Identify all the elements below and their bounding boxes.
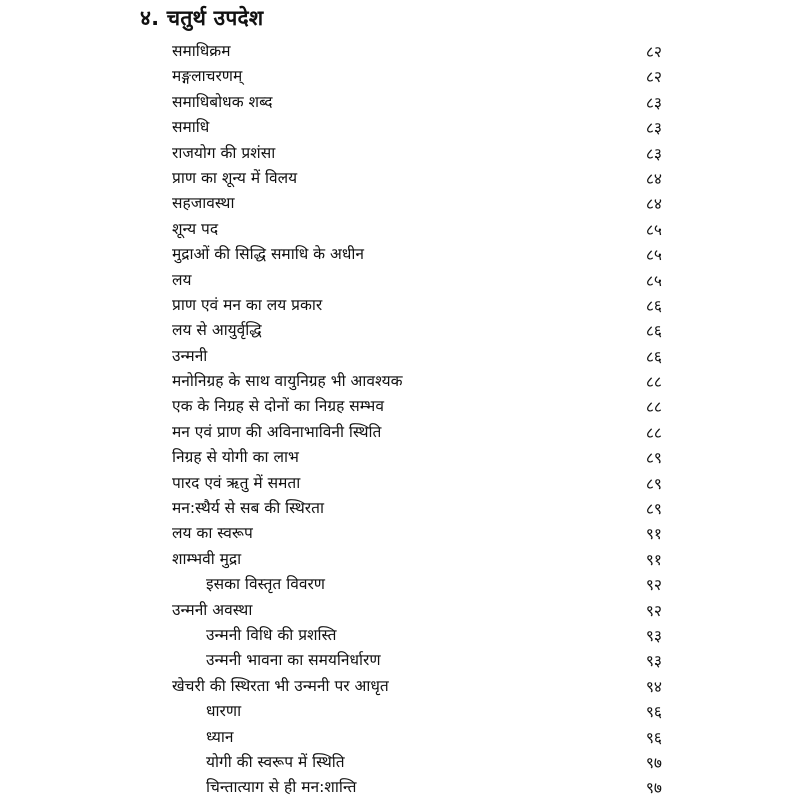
toc-entry-title: चिन्तात्याग से ही मन:शान्ति — [206, 778, 357, 797]
toc-entry — [0, 393, 800, 418]
toc-entry — [0, 724, 800, 749]
toc-entry-title: एक के निग्रह से दोनों का निग्रह सम्भव — [172, 397, 384, 416]
toc-entry-page-number: ८८ — [645, 398, 662, 417]
toc-entry-page-number: ८२ — [645, 43, 662, 61]
toc-entry-title: मङ्गलाचरणम् — [172, 67, 243, 86]
toc-entry — [0, 749, 800, 774]
toc-entry-page-number: ९७ — [645, 779, 662, 798]
toc-entry — [0, 597, 800, 622]
toc-entry — [0, 698, 800, 723]
toc-entry — [0, 267, 800, 292]
toc-entry — [0, 114, 800, 139]
toc-entry — [0, 520, 800, 545]
toc-entry — [0, 165, 800, 190]
toc-entry-page-number: ८४ — [645, 169, 662, 188]
toc-entry-page-number: ८५ — [645, 246, 662, 265]
toc-entry — [0, 444, 800, 469]
toc-entry — [0, 292, 800, 317]
chapter-title: ४. चतुर्थ उपदेश — [140, 6, 264, 30]
toc-entry-title: मनोनिग्रह के साथ वायुनिग्रह भी आवश्यक — [172, 372, 403, 391]
toc-entry-title: सहजावस्था — [172, 194, 235, 213]
toc-entry-title: समाधिबोधक शब्द — [172, 92, 273, 111]
toc-entry — [0, 495, 800, 520]
toc-entry — [0, 190, 800, 215]
toc-entry — [0, 368, 800, 393]
toc-entry-title: मुद्राओं की सिद्धि समाधि के अधीन — [172, 245, 365, 264]
toc-entry-title: शाम्भवी मुद्रा — [172, 549, 242, 568]
toc-entry-title: लय से आयुर्वृद्धि — [172, 321, 262, 340]
toc-entry-title: उन्मनी — [172, 346, 208, 365]
toc-entry — [0, 774, 800, 799]
toc-entry-title: लय का स्वरूप — [172, 524, 253, 543]
toc-entry-title: मन:स्थैर्य से सब की स्थिरता — [172, 499, 324, 518]
toc-entry-page-number: ९६ — [645, 728, 662, 747]
toc-entry-page-number: ८५ — [645, 271, 662, 290]
toc-entry-page-number: ८३ — [645, 119, 662, 138]
toc-entry-page-number: ८४ — [645, 195, 662, 214]
toc-entry-page-number: ८३ — [645, 93, 662, 112]
toc-entry-page-number: ९१ — [645, 525, 662, 544]
toc-entry-title: प्राण एवं मन का लय प्रकार — [172, 295, 323, 314]
toc-entry-page-number: ९३ — [645, 626, 662, 645]
toc-entry-page-number: ८८ — [645, 423, 662, 442]
toc-entry — [0, 216, 800, 241]
toc-entry-page-number: ९२ — [645, 576, 662, 595]
toc-entry-title: निग्रह से योगी का लाभ — [172, 448, 299, 467]
toc-entry-page-number: ८६ — [645, 322, 662, 341]
toc-entry-title: राजयोग की प्रशंसा — [172, 143, 276, 162]
toc-entry-title: उन्मनी भावना का समयनिर्धारण — [206, 651, 381, 670]
toc-entry-title: समाधिक्रम — [172, 42, 231, 60]
toc-entry — [0, 140, 800, 165]
toc-entry-title: उन्मनी विधि की प्रशस्ति — [206, 625, 337, 644]
toc-entry-title: मन एवं प्राण की अविनाभाविनी स्थिति — [172, 422, 382, 441]
toc-entry-title: योगी की स्वरूप में स्थिति — [206, 752, 345, 771]
toc-entry-page-number: ८२ — [645, 68, 662, 87]
toc-entry — [0, 89, 800, 114]
toc-entry-page-number: ८५ — [645, 220, 662, 239]
toc-entry — [0, 647, 800, 672]
toc-entry-page-number: ८९ — [645, 474, 662, 493]
toc-entry — [0, 470, 800, 495]
toc-entry-page-number: ९३ — [645, 652, 662, 671]
toc-entry-title: इसका विस्तृत विवरण — [206, 575, 325, 594]
toc-entry-page-number: ८८ — [645, 373, 662, 392]
toc-entry-title: प्राण का शून्य में विलय — [172, 168, 298, 187]
toc-entry-page-number: ८६ — [645, 347, 662, 366]
toc-entry — [0, 38, 800, 63]
toc-entry-title: शून्य पद — [172, 219, 219, 238]
toc-entry-title: ध्यान — [206, 727, 234, 746]
toc-entry — [0, 546, 800, 571]
toc-entry-title: समाधि — [172, 118, 210, 137]
toc-entry — [0, 571, 800, 596]
toc-entry-title: धारणा — [206, 702, 242, 721]
toc-list — [0, 38, 800, 800]
toc-entry-title: पारद एवं ऋतु में समता — [172, 473, 301, 492]
toc-entry-page-number: ८९ — [645, 500, 662, 519]
toc-entry — [0, 419, 800, 444]
toc-entry-page-number: ९६ — [645, 703, 662, 722]
toc-entry-title: लय — [172, 270, 192, 289]
toc-entry — [0, 241, 800, 266]
toc-entry — [0, 622, 800, 647]
toc-entry — [0, 673, 800, 698]
toc-entry-title: खेचरी की स्थिरता भी उन्मनी पर आधृत — [172, 676, 389, 695]
toc-entry-page-number: ८९ — [645, 449, 662, 468]
toc-entry-title: उन्मनी अवस्था — [172, 600, 253, 619]
toc-entry-page-number: ९७ — [645, 753, 662, 772]
toc-entry — [0, 343, 800, 368]
toc-entry — [0, 317, 800, 342]
toc-entry — [0, 63, 800, 88]
toc-entry-page-number: ८६ — [645, 296, 662, 315]
toc-entry-page-number: ९४ — [645, 677, 662, 696]
toc-entry-page-number: ८३ — [645, 144, 662, 163]
toc-entry-page-number: ९२ — [645, 601, 662, 620]
toc-entry-page-number: ९१ — [645, 550, 662, 569]
